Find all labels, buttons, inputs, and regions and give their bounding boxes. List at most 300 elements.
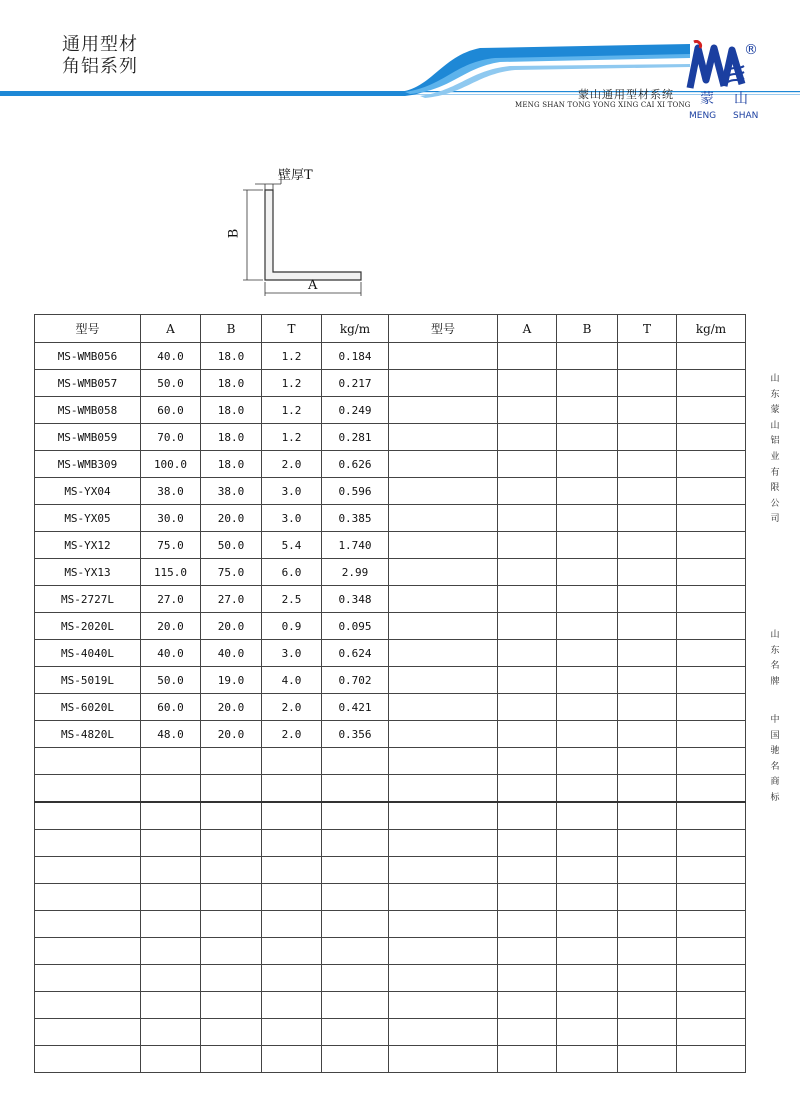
table-cell bbox=[498, 1046, 557, 1073]
table-cell: 0.184 bbox=[322, 343, 389, 370]
table-cell: 40.0 bbox=[201, 640, 262, 667]
table-cell: 0.385 bbox=[322, 505, 389, 532]
column-header: T bbox=[262, 315, 322, 343]
table-row bbox=[35, 748, 746, 775]
table-cell bbox=[389, 802, 498, 830]
table-cell bbox=[498, 532, 557, 559]
table-cell bbox=[35, 1046, 141, 1073]
table-cell: 0.249 bbox=[322, 397, 389, 424]
table-cell bbox=[262, 992, 322, 1019]
table-row bbox=[35, 640, 746, 667]
table-cell bbox=[618, 640, 677, 667]
table-cell bbox=[557, 640, 618, 667]
logo-text-meng: MENG bbox=[689, 111, 717, 121]
table-cell bbox=[677, 911, 746, 938]
table-cell: 20.0 bbox=[141, 613, 201, 640]
title-line-1: 通用型材 bbox=[62, 34, 138, 55]
table-cell bbox=[677, 667, 746, 694]
table-cell bbox=[498, 397, 557, 424]
table-cell bbox=[498, 775, 557, 803]
table-cell bbox=[498, 613, 557, 640]
table-cell: 4.0 bbox=[262, 667, 322, 694]
column-header: kg/m bbox=[677, 315, 746, 343]
table-cell bbox=[322, 775, 389, 803]
table-cell: 38.0 bbox=[201, 478, 262, 505]
table-cell bbox=[498, 424, 557, 451]
table-cell bbox=[262, 1046, 322, 1073]
table-cell bbox=[557, 694, 618, 721]
table-cell bbox=[557, 397, 618, 424]
table-cell bbox=[677, 559, 746, 586]
column-header: kg/m bbox=[322, 315, 389, 343]
table-cell bbox=[141, 884, 201, 911]
table-cell bbox=[498, 830, 557, 857]
table-cell bbox=[677, 884, 746, 911]
table-cell bbox=[322, 938, 389, 965]
table-cell bbox=[498, 343, 557, 370]
table-cell: 1.2 bbox=[262, 397, 322, 424]
table-cell: 2.0 bbox=[262, 451, 322, 478]
table-row bbox=[35, 694, 746, 721]
table-cell bbox=[618, 451, 677, 478]
table-cell bbox=[677, 1019, 746, 1046]
table-cell: MS-2727L bbox=[35, 586, 141, 613]
table-cell: MS-6020L bbox=[35, 694, 141, 721]
table-cell bbox=[322, 992, 389, 1019]
table-cell bbox=[498, 884, 557, 911]
table-cell bbox=[677, 802, 746, 830]
table-cell bbox=[35, 748, 141, 775]
column-header: A bbox=[498, 315, 557, 343]
table-cell bbox=[262, 748, 322, 775]
table-cell bbox=[557, 802, 618, 830]
table-cell bbox=[677, 424, 746, 451]
title-line-2: 角铝系列 bbox=[62, 56, 138, 77]
table-cell bbox=[618, 667, 677, 694]
table-cell bbox=[618, 586, 677, 613]
side-company-name: 山东蒙山铝业有限公司 bbox=[770, 374, 780, 525]
table-cell bbox=[389, 1019, 498, 1046]
table-cell bbox=[557, 748, 618, 775]
table-cell bbox=[498, 505, 557, 532]
table-cell: 3.0 bbox=[262, 478, 322, 505]
table-cell bbox=[262, 857, 322, 884]
table-cell bbox=[498, 370, 557, 397]
table-cell bbox=[141, 938, 201, 965]
table-cell bbox=[498, 478, 557, 505]
table-cell bbox=[389, 478, 498, 505]
table-cell bbox=[262, 802, 322, 830]
table-cell bbox=[677, 586, 746, 613]
table-cell bbox=[677, 505, 746, 532]
table-row bbox=[35, 667, 746, 694]
table-cell bbox=[389, 397, 498, 424]
table-cell bbox=[498, 667, 557, 694]
table-cell bbox=[618, 1046, 677, 1073]
table-cell bbox=[557, 1019, 618, 1046]
table-cell bbox=[389, 451, 498, 478]
table-cell: 50.0 bbox=[141, 667, 201, 694]
table-cell: 40.0 bbox=[141, 343, 201, 370]
table-cell: 6.0 bbox=[262, 559, 322, 586]
table-cell bbox=[557, 667, 618, 694]
table-cell bbox=[389, 992, 498, 1019]
table-cell bbox=[557, 1046, 618, 1073]
table-cell: MS-5019L bbox=[35, 667, 141, 694]
table-cell bbox=[498, 965, 557, 992]
table-cell: 3.0 bbox=[262, 640, 322, 667]
table-cell bbox=[389, 748, 498, 775]
table-cell bbox=[262, 938, 322, 965]
table-cell bbox=[498, 559, 557, 586]
table-cell bbox=[498, 802, 557, 830]
table-cell bbox=[677, 343, 746, 370]
side-brand-text: 山东名牌 bbox=[770, 630, 780, 687]
table-cell: 0.626 bbox=[322, 451, 389, 478]
table-cell bbox=[618, 857, 677, 884]
table-cell: MS-YX05 bbox=[35, 505, 141, 532]
table-cell bbox=[557, 992, 618, 1019]
table-cell bbox=[557, 478, 618, 505]
table-cell bbox=[389, 559, 498, 586]
table-cell: 0.348 bbox=[322, 586, 389, 613]
table-cell bbox=[618, 992, 677, 1019]
table-cell bbox=[618, 478, 677, 505]
table-cell bbox=[35, 911, 141, 938]
table-cell bbox=[618, 965, 677, 992]
table-cell: 20.0 bbox=[201, 694, 262, 721]
table-cell bbox=[141, 911, 201, 938]
table-cell bbox=[498, 694, 557, 721]
table-cell: 0.217 bbox=[322, 370, 389, 397]
table-cell: 0.596 bbox=[322, 478, 389, 505]
table-cell bbox=[498, 586, 557, 613]
table-cell bbox=[557, 559, 618, 586]
table-cell bbox=[677, 478, 746, 505]
table-cell bbox=[389, 1046, 498, 1073]
table-cell bbox=[557, 532, 618, 559]
table-cell: 20.0 bbox=[201, 613, 262, 640]
company-name-cn: 蒙山通用型材系统 bbox=[578, 88, 674, 101]
table-cell bbox=[141, 965, 201, 992]
table-cell bbox=[35, 938, 141, 965]
table-cell bbox=[618, 613, 677, 640]
table-row bbox=[35, 802, 746, 830]
side-trademark-text: 中国驰名商标 bbox=[770, 715, 780, 803]
table-cell bbox=[618, 694, 677, 721]
thickness-label: 壁厚T bbox=[278, 168, 313, 183]
table-cell: 27.0 bbox=[141, 586, 201, 613]
table-cell: MS-WMB059 bbox=[35, 424, 141, 451]
table-row bbox=[35, 559, 746, 586]
table-row bbox=[35, 451, 746, 478]
column-header: A bbox=[141, 315, 201, 343]
table-row bbox=[35, 478, 746, 505]
table-cell bbox=[262, 965, 322, 992]
table-cell: 0.624 bbox=[322, 640, 389, 667]
table-cell: 75.0 bbox=[141, 532, 201, 559]
table-cell bbox=[262, 775, 322, 803]
table-cell bbox=[677, 775, 746, 803]
table-cell: 27.0 bbox=[201, 586, 262, 613]
table-cell bbox=[677, 532, 746, 559]
table-cell: 1.740 bbox=[322, 532, 389, 559]
table-cell bbox=[498, 640, 557, 667]
table-cell bbox=[677, 721, 746, 748]
table-cell bbox=[677, 1046, 746, 1073]
table-row bbox=[35, 884, 746, 911]
company-name-en: MENG SHAN TONG YONG XING CAI XI TONG bbox=[515, 101, 691, 109]
table-cell bbox=[557, 911, 618, 938]
table-cell: 38.0 bbox=[141, 478, 201, 505]
table-row bbox=[35, 370, 746, 397]
table-cell: 70.0 bbox=[141, 424, 201, 451]
table-cell: 2.5 bbox=[262, 586, 322, 613]
table-row bbox=[35, 397, 746, 424]
table-row bbox=[35, 721, 746, 748]
table-cell bbox=[618, 1019, 677, 1046]
table-cell bbox=[322, 857, 389, 884]
table-cell: 18.0 bbox=[201, 370, 262, 397]
table-cell bbox=[557, 965, 618, 992]
table-cell: 1.2 bbox=[262, 343, 322, 370]
table-row bbox=[35, 965, 746, 992]
header-banner bbox=[0, 36, 800, 126]
table-cell bbox=[677, 748, 746, 775]
table-cell bbox=[389, 613, 498, 640]
registered-mark: ® bbox=[744, 42, 758, 58]
table-row bbox=[35, 505, 746, 532]
table-cell: 75.0 bbox=[201, 559, 262, 586]
table-cell bbox=[618, 424, 677, 451]
table-cell: MS-YX12 bbox=[35, 532, 141, 559]
table-cell bbox=[618, 748, 677, 775]
table-row bbox=[35, 830, 746, 857]
table-cell bbox=[201, 1019, 262, 1046]
table-cell: 3.0 bbox=[262, 505, 322, 532]
table-cell bbox=[557, 857, 618, 884]
table-cell bbox=[201, 911, 262, 938]
table-cell bbox=[498, 857, 557, 884]
spec-table bbox=[34, 314, 746, 1073]
table-cell bbox=[141, 992, 201, 1019]
table-cell bbox=[618, 938, 677, 965]
table-cell bbox=[618, 370, 677, 397]
table-cell bbox=[557, 343, 618, 370]
table-cell bbox=[677, 965, 746, 992]
table-cell bbox=[557, 451, 618, 478]
table-cell bbox=[141, 775, 201, 803]
table-cell bbox=[201, 748, 262, 775]
table-cell bbox=[201, 775, 262, 803]
table-cell: 0.9 bbox=[262, 613, 322, 640]
table-cell bbox=[618, 397, 677, 424]
table-cell bbox=[262, 830, 322, 857]
table-cell bbox=[677, 694, 746, 721]
table-cell bbox=[389, 938, 498, 965]
table-cell: MS-WMB057 bbox=[35, 370, 141, 397]
table-row bbox=[35, 1019, 746, 1046]
table-row bbox=[35, 992, 746, 1019]
table-cell: 19.0 bbox=[201, 667, 262, 694]
table-cell: 18.0 bbox=[201, 424, 262, 451]
table-cell: 2.99 bbox=[322, 559, 389, 586]
table-cell: MS-WMB056 bbox=[35, 343, 141, 370]
table-cell bbox=[389, 694, 498, 721]
table-cell bbox=[618, 802, 677, 830]
table-cell bbox=[141, 1019, 201, 1046]
table-cell bbox=[322, 1046, 389, 1073]
table-cell bbox=[498, 992, 557, 1019]
table-cell bbox=[618, 911, 677, 938]
table-cell: MS-2020L bbox=[35, 613, 141, 640]
table-cell: 2.0 bbox=[262, 721, 322, 748]
table-cell: 50.0 bbox=[141, 370, 201, 397]
table-cell bbox=[201, 884, 262, 911]
table-cell bbox=[557, 775, 618, 803]
dimension-b-label: B bbox=[226, 228, 242, 239]
logo-char-meng: 蒙 bbox=[700, 91, 714, 107]
table-cell bbox=[35, 1019, 141, 1046]
table-cell bbox=[141, 748, 201, 775]
table-row bbox=[35, 1046, 746, 1073]
table-row bbox=[35, 857, 746, 884]
table-cell bbox=[498, 721, 557, 748]
table-cell bbox=[322, 802, 389, 830]
table-row bbox=[35, 586, 746, 613]
table-cell bbox=[35, 802, 141, 830]
table-cell bbox=[498, 911, 557, 938]
table-header-row bbox=[35, 315, 746, 343]
table-cell bbox=[557, 505, 618, 532]
table-cell bbox=[201, 802, 262, 830]
table-cell bbox=[35, 830, 141, 857]
table-cell bbox=[677, 613, 746, 640]
table-cell bbox=[141, 802, 201, 830]
table-cell: MS-YX13 bbox=[35, 559, 141, 586]
table-row bbox=[35, 775, 746, 803]
table-cell: 40.0 bbox=[141, 640, 201, 667]
table-cell bbox=[141, 1046, 201, 1073]
table-cell bbox=[322, 1019, 389, 1046]
table-cell: 30.0 bbox=[141, 505, 201, 532]
table-cell bbox=[322, 965, 389, 992]
table-cell: 0.421 bbox=[322, 694, 389, 721]
table-cell bbox=[557, 424, 618, 451]
column-header: B bbox=[201, 315, 262, 343]
table-cell: 5.4 bbox=[262, 532, 322, 559]
table-cell bbox=[389, 532, 498, 559]
table-cell bbox=[389, 424, 498, 451]
table-cell bbox=[322, 748, 389, 775]
table-cell bbox=[389, 586, 498, 613]
table-cell bbox=[201, 830, 262, 857]
table-cell: 0.702 bbox=[322, 667, 389, 694]
table-cell bbox=[677, 370, 746, 397]
table-cell: 18.0 bbox=[201, 397, 262, 424]
table-cell bbox=[677, 857, 746, 884]
table-cell bbox=[677, 830, 746, 857]
table-cell bbox=[389, 830, 498, 857]
table-cell: 0.356 bbox=[322, 721, 389, 748]
table-cell: 1.2 bbox=[262, 424, 322, 451]
table-cell bbox=[201, 992, 262, 1019]
table-cell bbox=[498, 748, 557, 775]
table-cell bbox=[618, 505, 677, 532]
table-cell bbox=[557, 613, 618, 640]
table-row bbox=[35, 424, 746, 451]
table-cell bbox=[389, 370, 498, 397]
table-cell bbox=[618, 830, 677, 857]
table-cell bbox=[35, 884, 141, 911]
table-cell bbox=[35, 857, 141, 884]
table-cell: 115.0 bbox=[141, 559, 201, 586]
table-cell: 60.0 bbox=[141, 694, 201, 721]
table-cell bbox=[557, 938, 618, 965]
table-cell: 60.0 bbox=[141, 397, 201, 424]
table-row bbox=[35, 613, 746, 640]
table-cell bbox=[557, 884, 618, 911]
table-cell bbox=[201, 965, 262, 992]
table-cell bbox=[618, 532, 677, 559]
table-row bbox=[35, 938, 746, 965]
table-cell: 48.0 bbox=[141, 721, 201, 748]
table-cell bbox=[618, 559, 677, 586]
dimension-a-label: A bbox=[308, 278, 318, 293]
table-cell bbox=[389, 911, 498, 938]
table-cell: 100.0 bbox=[141, 451, 201, 478]
table-cell bbox=[557, 830, 618, 857]
table-cell bbox=[35, 992, 141, 1019]
table-cell bbox=[618, 884, 677, 911]
table-cell bbox=[389, 640, 498, 667]
table-cell: 0.281 bbox=[322, 424, 389, 451]
table-cell bbox=[557, 586, 618, 613]
table-cell bbox=[677, 451, 746, 478]
table-cell: 2.0 bbox=[262, 694, 322, 721]
table-cell bbox=[262, 1019, 322, 1046]
table-cell bbox=[322, 911, 389, 938]
table-cell: 20.0 bbox=[201, 505, 262, 532]
table-cell bbox=[677, 640, 746, 667]
table-cell: 50.0 bbox=[201, 532, 262, 559]
column-header: 型号 bbox=[389, 315, 498, 343]
table-cell bbox=[557, 370, 618, 397]
table-cell bbox=[618, 721, 677, 748]
table-cell bbox=[262, 884, 322, 911]
table-row bbox=[35, 532, 746, 559]
table-cell bbox=[322, 884, 389, 911]
table-cell bbox=[557, 721, 618, 748]
table-cell bbox=[498, 938, 557, 965]
table-cell bbox=[389, 343, 498, 370]
table-cell bbox=[618, 775, 677, 803]
logo-text-shan: SHAN bbox=[733, 111, 759, 121]
table-cell bbox=[677, 397, 746, 424]
table-cell: 18.0 bbox=[201, 343, 262, 370]
table-cell: MS-WMB058 bbox=[35, 397, 141, 424]
table-cell bbox=[262, 911, 322, 938]
table-cell bbox=[201, 1046, 262, 1073]
table-cell: 20.0 bbox=[201, 721, 262, 748]
table-cell bbox=[141, 830, 201, 857]
table-cell bbox=[322, 830, 389, 857]
column-header: B bbox=[557, 315, 618, 343]
table-cell: MS-4040L bbox=[35, 640, 141, 667]
logo-char-shan: 山 bbox=[734, 91, 748, 107]
table-cell bbox=[389, 721, 498, 748]
table-cell bbox=[201, 857, 262, 884]
